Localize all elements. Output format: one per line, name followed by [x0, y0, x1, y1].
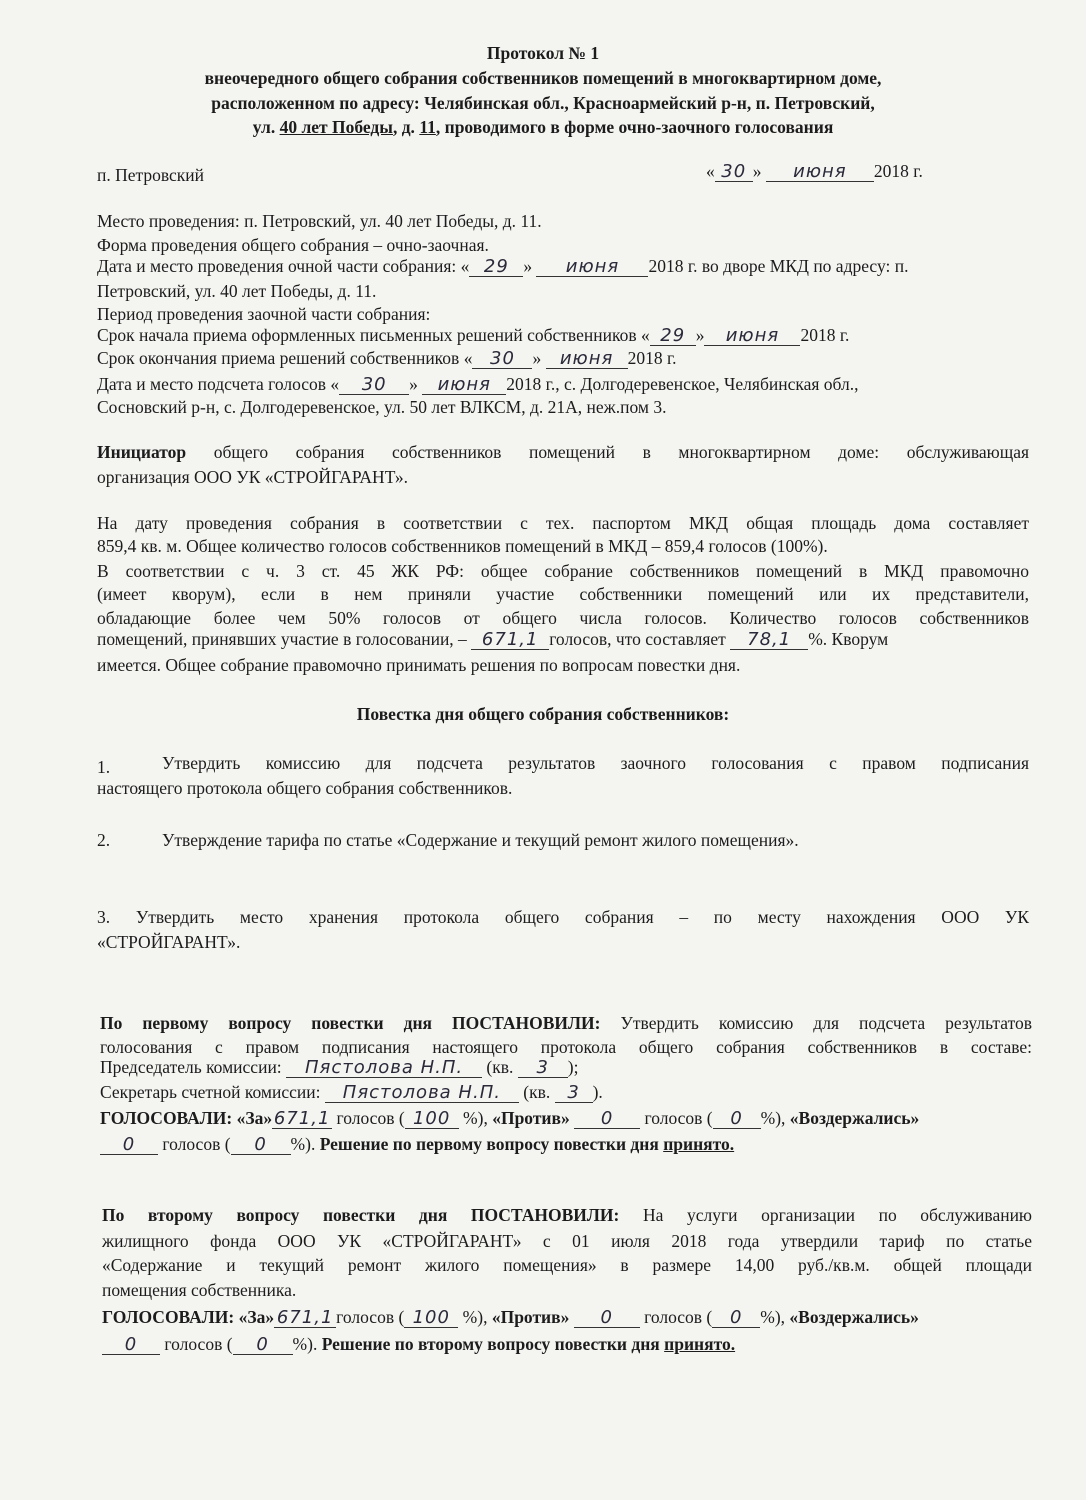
percent-close: %). — [290, 1134, 316, 1154]
date-day-handwritten: 30 — [715, 163, 753, 182]
secretary-apt-label: (кв. — [523, 1082, 551, 1102]
end-line — [97, 347, 677, 369]
percent-close: %), — [760, 1108, 786, 1128]
quote-close: » — [409, 374, 418, 394]
abstain-label: «Воздержались» — [789, 1108, 920, 1128]
resolution-1-label: По первому вопросу повестки дня ПОСТАНОВИЛИ: — [100, 1013, 601, 1033]
agenda-item-2: Утверждение тарифа по статье «Содержание и текущий ремонт жилого помещения». — [162, 830, 799, 850]
against-label: «Против» — [491, 1307, 570, 1327]
quote-close: » — [523, 256, 533, 276]
start-year: 2018 г. — [800, 325, 850, 345]
place-name: п. Петровский — [97, 165, 205, 185]
count-day-handwritten: 30 — [339, 376, 409, 395]
quorum-line-7: имеется. Общее собрание правомочно принимать решения по вопросам повестки дня. — [97, 655, 741, 675]
inperson-rest: 2018 г. во дворе МКД по адресу: п. — [648, 256, 909, 276]
initiator-line-1 — [97, 441, 1029, 463]
for-percent-handwritten: 100 — [405, 1110, 459, 1129]
resolution-2-line-3: «Содержание и текущий ремонт жилого помещения» в размере 14,00 руб./кв.м. общей площади — [102, 1255, 1032, 1275]
quote-close: » — [752, 161, 762, 181]
end-day-handwritten: 30 — [472, 350, 532, 369]
quote-close: » — [695, 325, 705, 345]
chair-name-handwritten: Пястолова Н.П. — [286, 1059, 482, 1078]
quote-open: « — [706, 161, 715, 181]
decision-text: Решение по первому вопросу повестки дня — [319, 1134, 659, 1154]
venue-line: Место проведения: п. Петровский, ул. 40 лет Победы, д. 11. — [97, 211, 542, 231]
count-rest: 2018 г., с. Долгодеревенское, Челябинская обл., — [506, 374, 859, 394]
initiator-text: общего собрания собственников помещений в многоквартирном доме: обслуживающая — [213, 442, 1030, 462]
start-line — [97, 324, 849, 346]
participant-percent-handwritten: 78,1 — [730, 631, 808, 650]
for-label: «За» — [236, 1108, 273, 1128]
chair-apt-handwritten: 3 — [518, 1059, 568, 1078]
decision-accepted: принято. — [664, 1334, 736, 1354]
against-votes-handwritten: 0 — [574, 1309, 640, 1328]
agenda-item-3-line-1: 3. Утвердить место хранения протокола общего собрания – по месту нахождения ООО УК — [97, 907, 1029, 927]
decision-accepted: принято. — [663, 1134, 735, 1154]
chair-line — [100, 1056, 578, 1078]
protocol-subtitle-2: расположенном по адресу: Челябинская обл., Красноармейский р-н, п. Петровский, — [211, 93, 875, 113]
secretary-apt-handwritten: 3 — [555, 1084, 593, 1103]
voted-label: ГОЛОСОВАЛИ: — [102, 1307, 235, 1327]
resolution-1-line-2: голосования с правом подписания настоящего протокола общего собрания собственников в составе: — [100, 1037, 1032, 1057]
protocol-title: Протокол № 1 — [486, 43, 600, 63]
votes-word: голосов ( — [644, 1307, 713, 1327]
count-label: Дата и место подсчета голосов « — [97, 374, 340, 394]
abstain-label: «Воздержались» — [789, 1307, 919, 1327]
percent-close: %), — [760, 1307, 786, 1327]
date-month-handwritten: июня — [766, 163, 874, 182]
votes-word: голосов ( — [162, 1134, 231, 1154]
for-votes-handwritten: 671,1 — [274, 1309, 336, 1328]
percent-close: %). — [292, 1334, 318, 1354]
start-month-handwritten: июня — [704, 327, 800, 346]
agenda-item-2-number: 2. — [97, 830, 111, 850]
quorum-line-3: В соответствии с ч. 3 ст. 45 ЖК РФ: общее собрание собственников помещений в МКД правомочно — [97, 561, 1029, 581]
resolution-2-line-1 — [102, 1204, 1032, 1226]
resolution-2-text: На услуги организации по обслуживанию — [642, 1205, 1033, 1225]
participants-label: помещений, принявших участие в голосовании, – — [97, 629, 467, 649]
agenda-item-1-line-2: настоящего протокола общего собрания собственников. — [97, 778, 513, 798]
quorum-status: %. Кворум — [808, 629, 889, 649]
decision-text: Решение по второму вопросу повестки дня — [321, 1334, 660, 1354]
resolution-1-decision-line — [100, 1133, 734, 1155]
secretary-line — [100, 1081, 603, 1103]
resolution-1-text: Утвердить комиссию для подсчета результатов — [620, 1013, 1033, 1033]
resolution-1-vote-line — [100, 1107, 1034, 1129]
votes-word: голосов ( — [336, 1108, 405, 1128]
votes-word: голосов ( — [164, 1334, 233, 1354]
against-percent-handwritten: 0 — [712, 1309, 760, 1328]
resolution-2-line-4: помещения собственника. — [102, 1280, 297, 1300]
chair-end: ); — [567, 1057, 579, 1077]
abstain-votes-handwritten: 0 — [102, 1336, 160, 1355]
against-percent-handwritten: 0 — [713, 1110, 761, 1129]
resolution-2-decision-line — [102, 1333, 735, 1355]
for-percent-handwritten: 100 — [404, 1309, 458, 1328]
protocol-subtitle-1: внеочередного общего собрания собственников помещений в многоквартирном доме, — [204, 68, 882, 88]
abstain-percent-handwritten: 0 — [231, 1136, 291, 1155]
street-name: 40 лет Победы — [279, 117, 393, 137]
abstain-votes-handwritten: 0 — [100, 1136, 158, 1155]
percent-close: %), — [462, 1307, 488, 1327]
agenda-item-1-line-1: Утвердить комиссию для подсчета результатов заочного голосования с правом подписания — [162, 753, 1029, 773]
count-line — [97, 373, 1029, 395]
initiator-label: Инициатор — [97, 442, 187, 462]
form-line: Форма проведения общего собрания – очно-заочная. — [97, 235, 489, 255]
protocol-date — [706, 160, 923, 182]
count-month-handwritten: июня — [422, 376, 506, 395]
end-year: 2018 г. — [627, 348, 677, 368]
chair-label: Председатель комиссии: — [100, 1057, 282, 1077]
end-month-handwritten: июня — [546, 350, 628, 369]
agenda-item-3-line-2: «СТРОЙГАРАНТ». — [97, 932, 241, 952]
quorum-line-4: (имеет кворум), если в нем приняли участие собственники помещений или их представители, — [97, 584, 1029, 604]
against-label: «Против» — [492, 1108, 570, 1128]
start-label: Срок начала приема оформленных письменных решений собственников « — [97, 325, 650, 345]
resolution-2-label: По второму вопросу повестки дня ПОСТАНОВИЛИ: — [102, 1205, 620, 1225]
quorum-line-5: обладающие более чем 50% голосов от общего числа голосов. Количество голосов собственников — [97, 608, 1029, 628]
quorum-line-1: На дату проведения собрания в соответствии с тех. паспортом МКД общая площадь дома составляет — [97, 513, 1029, 533]
vote-form: , проводимого в форме очно-заочного голосования — [435, 117, 834, 137]
house-prefix: , д. — [392, 117, 420, 137]
against-votes-handwritten: 0 — [574, 1110, 640, 1129]
percent-close: %), — [463, 1108, 488, 1128]
votes-word: голосов ( — [336, 1307, 405, 1327]
resolution-2-line-2: жилищного фонда ООО УК «СТРОЙГАРАНТ» с 01 июля 2018 года утвердили тариф по статье — [102, 1231, 1032, 1251]
address-prefix: ул. — [252, 117, 280, 137]
quote-close: » — [532, 348, 542, 368]
start-day-handwritten: 29 — [650, 327, 696, 346]
period-line: Период проведения заочной части собрания: — [97, 304, 431, 324]
quorum-line-2: 859,4 кв. м. Общее количество голосов собственников помещений в МКД – 859,4 голосов (100%). — [97, 536, 828, 556]
resolution-2-vote-line — [102, 1306, 1034, 1328]
abstain-percent-handwritten: 0 — [233, 1336, 293, 1355]
for-votes-handwritten: 671,1 — [273, 1108, 331, 1129]
votes-word: голосов ( — [644, 1108, 713, 1128]
count-line-2: Сосновский р-н, с. Долгодеревенское, ул. 50 лет ВЛКСМ, д. 21А, неж.пом 3. — [97, 397, 667, 417]
initiator-line-2: организация ООО УК «СТРОЙГАРАНТ». — [97, 467, 409, 487]
voted-label: ГОЛОСОВАЛИ: — [100, 1108, 233, 1128]
inperson-line-2: Петровский, ул. 40 лет Победы, д. 11. — [97, 281, 377, 301]
quorum-line-6 — [97, 628, 1029, 650]
secretary-name-handwritten: Пястолова Н.П. — [325, 1084, 519, 1103]
protocol-subtitle-3 — [0, 116, 1086, 138]
secretary-label: Секретарь счетной комиссии: — [100, 1082, 321, 1102]
inperson-label: Дата и место проведения очной части собрания: « — [97, 256, 470, 276]
chair-apt-label: (кв. — [486, 1057, 514, 1077]
agenda-heading: Повестка дня общего собрания собственников: — [356, 704, 730, 724]
secretary-end: ). — [592, 1082, 603, 1102]
inperson-line — [97, 255, 1029, 277]
house-number: 11 — [419, 117, 436, 137]
for-label: «За» — [238, 1307, 275, 1327]
inperson-month-handwritten: июня — [536, 258, 648, 277]
participant-votes-handwritten: 671,1 — [471, 631, 549, 650]
resolution-1-line-1 — [100, 1012, 1032, 1034]
end-label: Срок окончания приема решений собственников « — [97, 348, 473, 368]
percent-label: голосов, что составляет — [549, 629, 726, 649]
inperson-day-handwritten: 29 — [469, 258, 523, 277]
agenda-item-1-number: 1. — [97, 757, 111, 777]
date-year: 2018 г. — [873, 161, 923, 181]
